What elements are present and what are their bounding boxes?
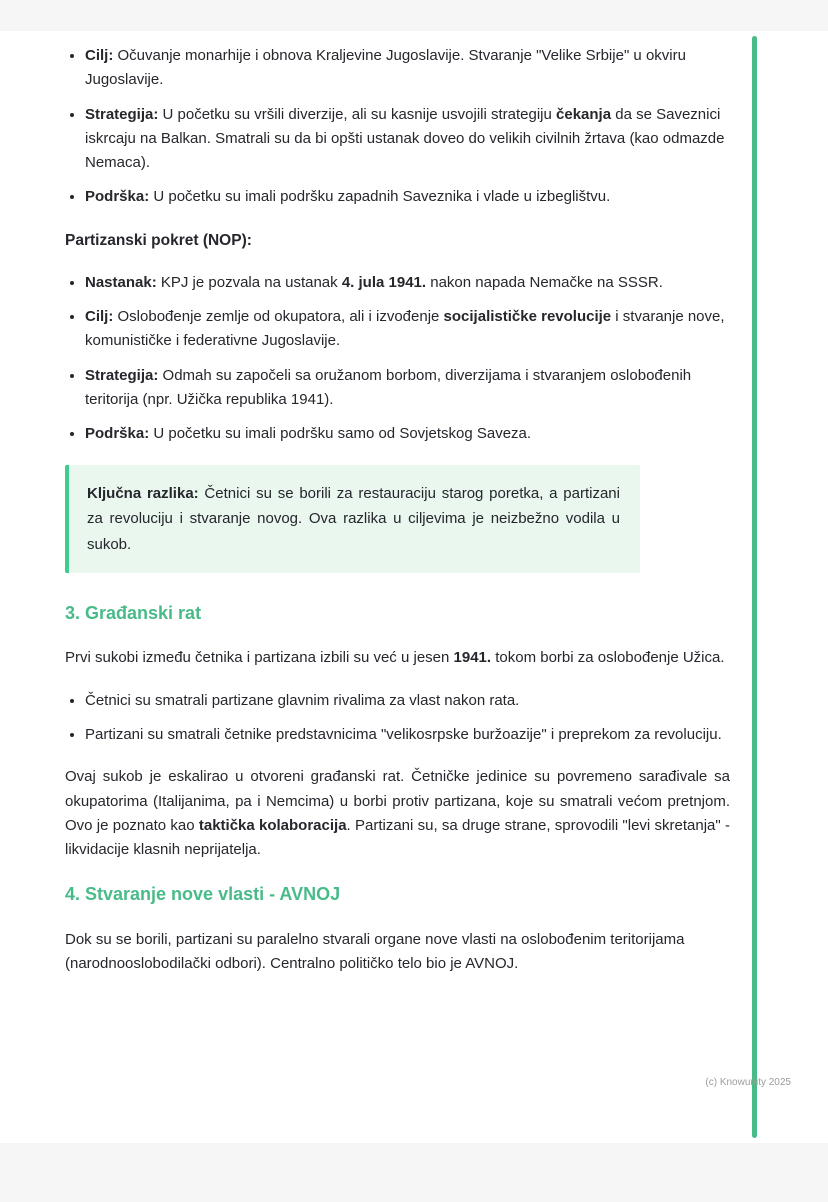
watermark: (c) Knowunity 2025	[705, 1077, 791, 1088]
callout-text: Ključna razlika: Četnici su se borili za restauraciju starog poretka, a partizani za revoluciju i stvaranje novog. Ova razlika u ciljevima je neizbežno vodila u sukob.	[87, 484, 620, 553]
paragraph-first-conflicts: Prvi sukobi između četnika i partizana izbili su već u jesen 1941. tokom borbi za oslobođenje Užica.	[65, 649, 725, 667]
list-item: • Podrška: U početku su imali podršku zapadnih Saveznika i vlade u izbeglištvu.	[85, 185, 730, 209]
heading-avnoj: 4. Stvaranje nove vlasti - AVNOJ	[65, 884, 341, 905]
page-content	[0, 31, 828, 976]
partisan-movement-list	[65, 271, 730, 447]
chetnik-movement-list	[65, 44, 730, 210]
list-item: • Cilj: Očuvanje monarhije i obnova Kraljevine Jugoslavije. Stvaranje "Velike Srbije" u okviru Jugoslavije.	[85, 44, 730, 93]
list-item: • Cilj: Oslobođenje zemlje od okupatora, ali i izvođenje socijalističke revolucije i stvaranje nove, komunističke i federativne Jugoslavije.	[85, 305, 730, 354]
list-item: • Strategija: U početku su vršili diverzije, ali su kasnije usvojili strategiju čekanja da se Saveznici iskrcaju na Balkan. Smatrali su da bi opšti ustanak doveo do velikih civilnih žrtava (kao odmazde Nemaca).	[85, 103, 730, 176]
document-page	[0, 31, 828, 1143]
heading-gradjanski-rat: 3. Građanski rat	[65, 603, 202, 624]
list-item: • Partizani su smatrali četnike predstavnicima "velikosrpske buržoazije" i preprekom za revoluciju.	[85, 723, 730, 747]
civil-war-list	[65, 689, 730, 748]
page-accent-rule	[752, 36, 757, 1138]
list-item: • Četnici su smatrali partizane glavnim rivalima za vlast nakon rata.	[85, 689, 730, 713]
list-item: • Nastanak: KPJ je pozvala na ustanak 4. jula 1941. nakon napada Nemačke na SSSR.	[85, 271, 730, 295]
paragraph-escalation: Ovaj sukob je eskalirao u otvoreni građanski rat. Četničke jedinice su povremeno sarađivale sa okupatorima (Italijanima, pa i Nemcima) u borbi protiv partizana, koje su smatrali većom pretnjom. Ovo je poznato kao taktička kolaboracija. Partizani su, sa druge strane, sprovodili "levi skretanja" - likvidacije klasnih neprijatelja.	[65, 768, 730, 859]
list-item: • Podrška: U početku su imali podršku samo od Sovjetskog Saveza.	[85, 422, 730, 446]
subheading-partizanski-pokret: Partizanski pokret (NOP):	[65, 231, 252, 249]
list-item: • Strategija: Odmah su započeli sa oružanom borbom, diverzijama i stvaranjem oslobođenih teritorija (npr. Užička republika 1941).	[85, 364, 730, 413]
paragraph-avnoj: Dok su se borili, partizani su paralelno stvarali organe nove vlasti na oslobođenim teritorijama (narodnooslobodilački odbori). Centralno političko telo bio je AVNOJ.	[65, 930, 685, 972]
callout-key-difference	[65, 465, 640, 574]
